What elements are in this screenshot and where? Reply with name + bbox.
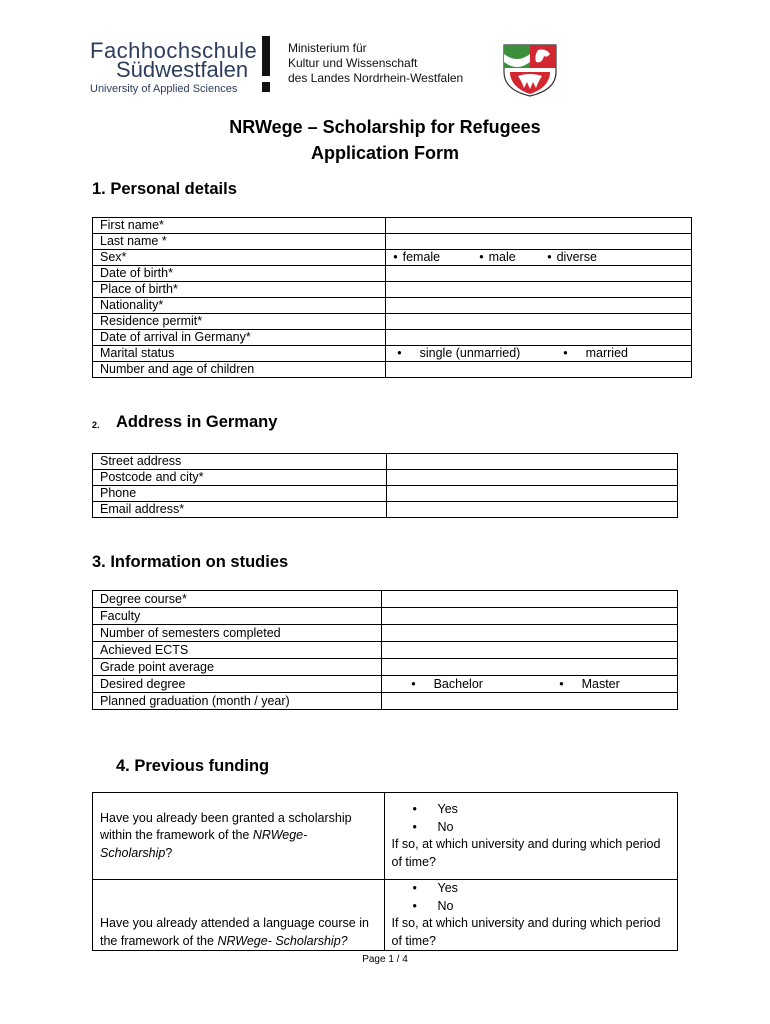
section2-heading: Address in Germany xyxy=(116,413,278,431)
table-row xyxy=(93,880,678,951)
table-row xyxy=(93,298,692,314)
section2-number: 2. xyxy=(92,420,100,430)
no-option[interactable]: • No xyxy=(392,819,670,837)
followup-text: If so, at which university and during which period of time? xyxy=(391,837,661,869)
field-label: Email address* xyxy=(93,502,387,518)
sex-option-female[interactable]: • female xyxy=(393,250,441,264)
field-label: Street address xyxy=(93,454,387,470)
section1-heading: 1. Personal details xyxy=(92,180,237,198)
table-row xyxy=(93,793,678,880)
table-row xyxy=(93,502,678,518)
bullet-icon: • xyxy=(412,802,417,816)
university-tagline: University of Applied Sciences xyxy=(90,83,238,95)
last-name-input[interactable] xyxy=(386,234,692,250)
table-row xyxy=(93,486,678,502)
exclamation-logo-dot xyxy=(262,82,270,92)
field-label: Date of birth* xyxy=(93,266,386,282)
field-label: Date of arrival in Germany* xyxy=(93,330,386,346)
nationality-input[interactable] xyxy=(386,298,692,314)
street-address-input[interactable] xyxy=(386,454,677,470)
field-label: Last name * xyxy=(93,234,386,250)
question-scholarship: Have you already been granted a scholarship within the framework of the NRWege-Scholarship? xyxy=(93,793,385,880)
faculty-input[interactable] xyxy=(382,608,678,625)
field-label: Marital status xyxy=(93,346,386,362)
table-row xyxy=(93,470,678,486)
funding-table xyxy=(92,792,678,951)
table-row xyxy=(93,591,678,608)
postcode-city-input[interactable] xyxy=(386,470,677,486)
personal-details-table xyxy=(92,217,692,378)
field-label: Phone xyxy=(93,486,387,502)
exclamation-logo-bar xyxy=(262,36,270,76)
yes-option[interactable]: • Yes xyxy=(392,801,670,819)
sex-options xyxy=(386,250,692,266)
table-row xyxy=(93,330,692,346)
bullet-icon: • xyxy=(563,346,568,360)
ministry-line1: Ministerium für xyxy=(288,41,367,55)
field-label: Sex* xyxy=(93,250,386,266)
table-row xyxy=(93,642,678,659)
table-row xyxy=(93,234,692,250)
section3-heading: 3. Information on studies xyxy=(92,553,289,571)
university-logo-line2: Südwestfalen xyxy=(116,57,249,82)
university-logo-line1: Fachhochschule xyxy=(90,38,258,63)
page-number: Page 1 / 4 xyxy=(362,954,408,965)
table-row xyxy=(93,608,678,625)
marital-option-single[interactable]: • single (unmarried) xyxy=(397,346,521,360)
form-title: NRWege – Scholarship for Refugees xyxy=(229,117,541,137)
field-label: Postcode and city* xyxy=(93,470,387,486)
first-name-input[interactable] xyxy=(386,218,692,234)
section4-heading: 4. Previous funding xyxy=(116,757,270,775)
sex-option-male[interactable]: • male xyxy=(479,250,516,264)
bullet-icon: • xyxy=(412,881,417,895)
gpa-input[interactable] xyxy=(382,659,678,676)
marital-option-married[interactable]: • married xyxy=(563,346,628,360)
ects-input[interactable] xyxy=(382,642,678,659)
address-table xyxy=(92,453,678,518)
residence-permit-input[interactable] xyxy=(386,314,692,330)
field-label: Number and age of children xyxy=(93,362,386,378)
bullet-icon: • xyxy=(547,250,552,264)
nrw-crest-icon xyxy=(500,42,560,98)
table-row xyxy=(93,625,678,642)
bullet-icon: • xyxy=(412,819,417,834)
email-input[interactable] xyxy=(386,502,677,518)
followup-text: If so, at which university and during which period of time? xyxy=(391,916,661,948)
table-row xyxy=(93,346,692,362)
ministry-logo xyxy=(288,41,463,86)
field-label: Place of birth* xyxy=(93,282,386,298)
table-row xyxy=(93,282,692,298)
table-row xyxy=(93,266,692,282)
phone-input[interactable] xyxy=(386,486,677,502)
degree-option-bachelor[interactable]: • Bachelor xyxy=(411,676,483,691)
bullet-icon: • xyxy=(393,250,398,264)
place-of-birth-input[interactable] xyxy=(386,282,692,298)
table-row xyxy=(93,218,692,234)
field-label: Degree course* xyxy=(93,591,382,608)
field-label: Faculty xyxy=(93,608,382,625)
degree-options xyxy=(382,676,678,693)
degree-course-input[interactable] xyxy=(382,591,678,608)
bullet-icon: • xyxy=(397,346,402,360)
yes-option[interactable]: • Yes xyxy=(392,880,670,898)
table-row xyxy=(93,693,678,710)
field-label: Grade point average xyxy=(93,659,382,676)
table-row xyxy=(93,454,678,470)
marital-options xyxy=(386,346,692,362)
field-label: Residence permit* xyxy=(93,314,386,330)
date-of-birth-input[interactable] xyxy=(386,266,692,282)
table-row xyxy=(93,250,692,266)
ministry-line3: des Landes Nordrhein-Westfalen xyxy=(288,71,464,85)
semesters-input[interactable] xyxy=(382,625,678,642)
answer-scholarship xyxy=(384,793,677,880)
field-label: Achieved ECTS xyxy=(93,642,382,659)
bullet-icon: • xyxy=(559,676,564,691)
bullet-icon: • xyxy=(411,676,416,691)
no-option[interactable]: • No xyxy=(392,898,670,916)
table-row xyxy=(93,314,692,330)
field-label: Nationality* xyxy=(93,298,386,314)
studies-table xyxy=(92,590,678,710)
arrival-date-input[interactable] xyxy=(386,330,692,346)
field-label: First name* xyxy=(93,218,386,234)
degree-option-master[interactable]: • Master xyxy=(559,676,620,691)
bullet-icon: • xyxy=(479,250,484,264)
field-label: Number of semesters completed xyxy=(93,625,382,642)
field-label: Desired degree xyxy=(93,676,382,693)
table-row xyxy=(93,362,692,378)
children-input[interactable] xyxy=(386,362,692,378)
question-language-course: Have you already attended a language course in the framework of the NRWege- Scholarship? xyxy=(93,880,385,951)
answer-language-course xyxy=(384,880,677,951)
ministry-line2: Kultur und Wissenschaft xyxy=(288,56,418,70)
table-row xyxy=(93,659,678,676)
bullet-icon: • xyxy=(412,898,417,913)
table-row xyxy=(93,676,678,693)
form-subtitle: Application Form xyxy=(311,143,459,163)
graduation-input[interactable] xyxy=(382,693,678,710)
sex-option-diverse[interactable]: • diverse xyxy=(547,250,597,264)
field-label: Planned graduation (month / year) xyxy=(93,693,382,710)
